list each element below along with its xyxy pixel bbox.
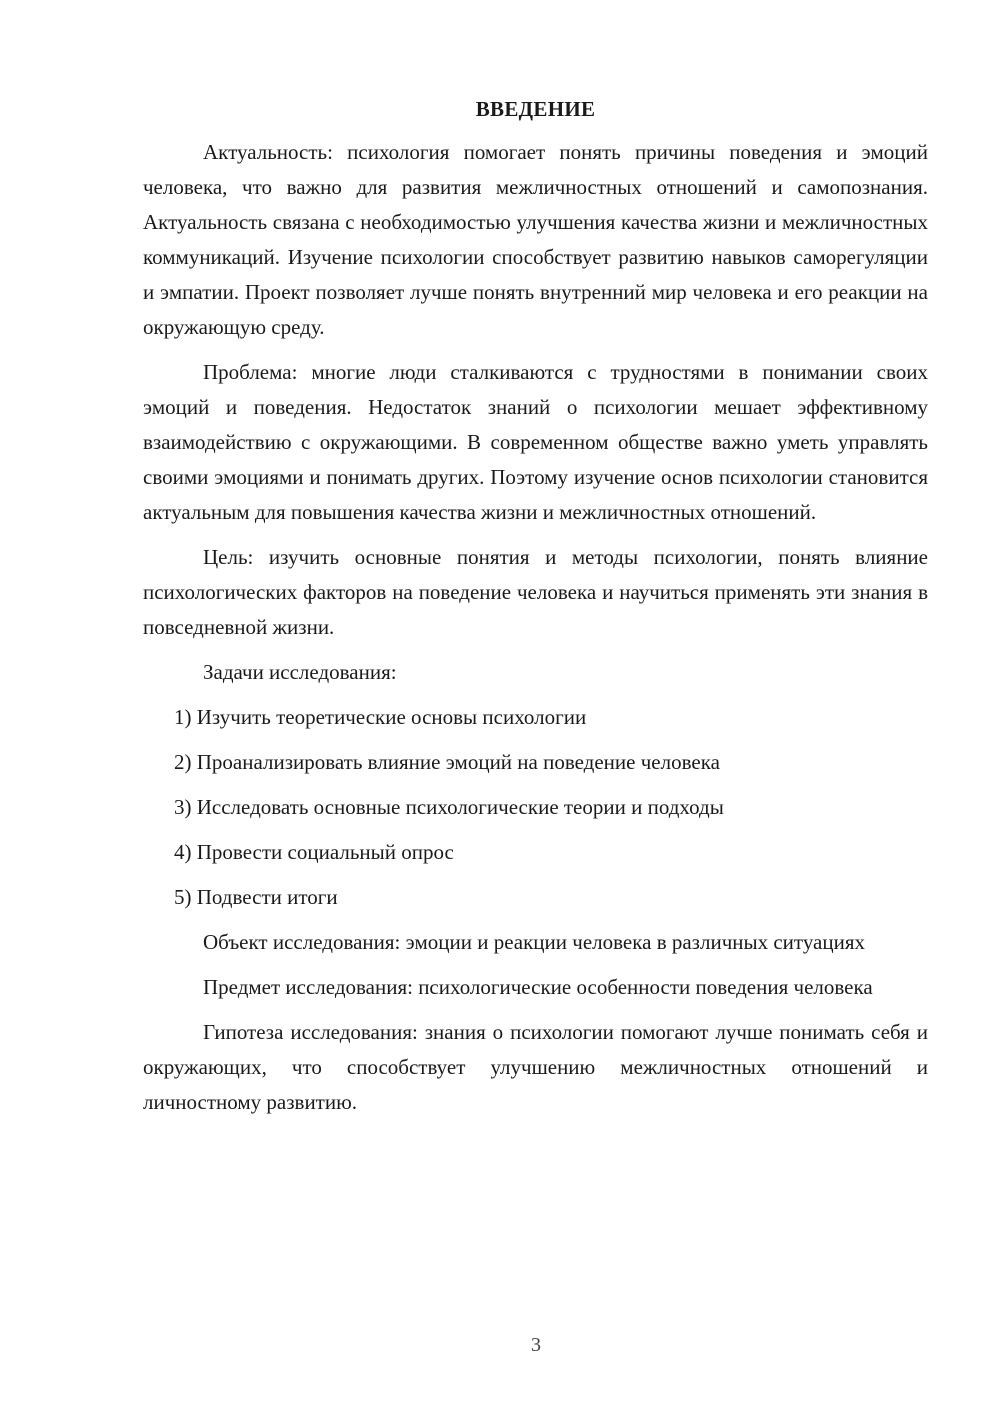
problem-paragraph: Проблема: многие люди сталкиваются с трудностями в понимании своих эмоций и поведения. Недостаток знаний о психологии мешает эффективному взаимодействию с окружающими. В современном обществе важно уметь управлять своими эмоциями и понимать других. Поэтому изучение основ психологии становится актуальным для повышения качества жизни и межличностных отношений. — [143, 360, 928, 524]
task-item-2: 2) Проанализировать влияние эмоций на поведение человека — [174, 750, 720, 774]
subject-paragraph: Предмет исследования: психологические особенности поведения человека — [203, 975, 873, 999]
hypothesis-paragraph: Гипотеза исследования: знания о психологии помогают лучше понимать себя и окружающих, что способствует улучшению межличностных отношений и личностному развитию. — [143, 1020, 928, 1114]
task-item-4: 4) Провести социальный опрос — [174, 840, 454, 864]
page-number: 3 — [531, 1334, 541, 1356]
tasks-heading: Задачи исследования: — [203, 660, 397, 684]
tasks-list — [143, 700, 928, 915]
object-paragraph: Объект исследования: эмоции и реакции человека в различных ситуациях — [203, 930, 865, 954]
page-title: ВВЕДЕНИЕ — [475, 97, 596, 121]
task-item-1: 1) Изучить теоретические основы психологии — [174, 705, 587, 729]
relevance-paragraph: Актуальность: психология помогает понять причины поведения и эмоций человека, что важно для развития межличностных отношений и самопознания. Актуальность связана с необходимостью улучшения качества жизни и межличностных коммуникаций. Изучение психологии способствует развитию навыков саморегуляции и эмпатии. Проект позволяет лучше понять внутренний мир человека и его реакции на окружающую среду. — [143, 140, 928, 339]
task-item-3: 3) Исследовать основные психологические теории и подходы — [174, 795, 724, 819]
goal-paragraph: Цель: изучить основные понятия и методы психологии, понять влияние психологических факторов на поведение человека и научиться применять эти знания в повседневной жизни. — [143, 545, 928, 639]
task-item-5: 5) Подвести итоги — [174, 885, 338, 909]
page-content — [143, 92, 928, 1130]
